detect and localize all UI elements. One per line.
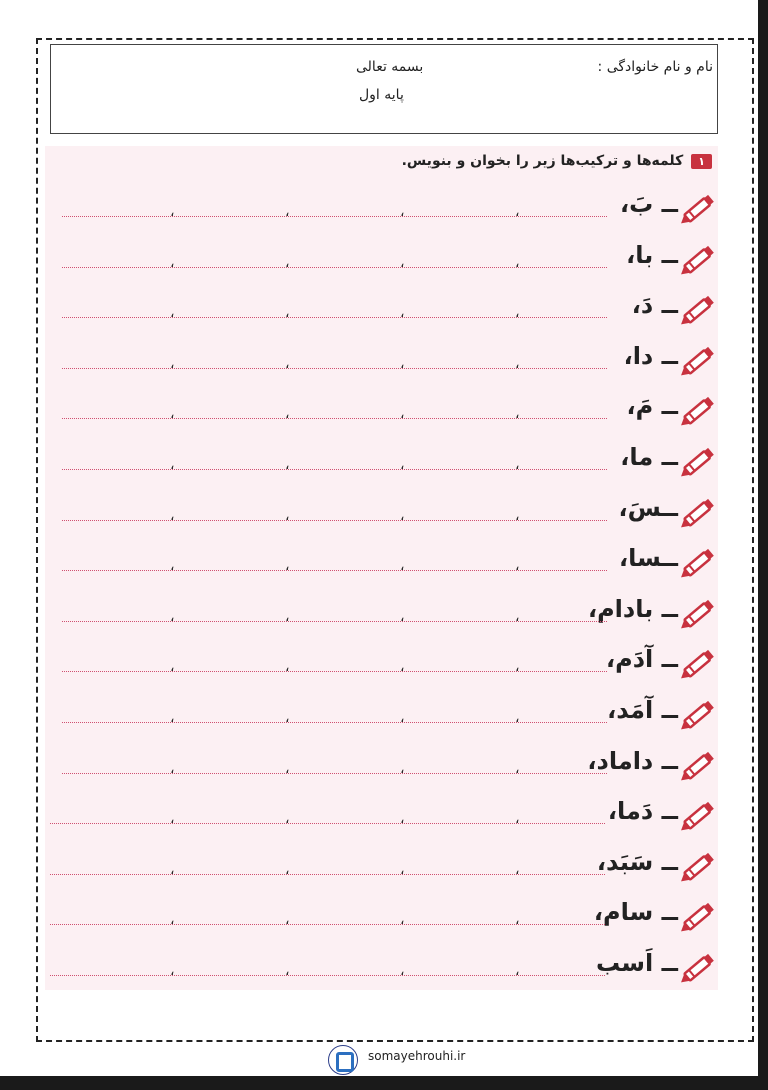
comma: ، <box>400 355 405 372</box>
comma: ، <box>515 406 520 423</box>
writing-line[interactable] <box>62 317 607 318</box>
pencil-icon <box>680 494 718 532</box>
comma: ، <box>400 710 405 726</box>
comma: ، <box>285 861 290 878</box>
comma: ، <box>515 861 520 878</box>
comma: ، <box>285 710 290 726</box>
comma: ، <box>285 457 290 473</box>
word-row <box>50 696 718 736</box>
writing-line[interactable] <box>50 823 605 824</box>
comma: ، <box>170 659 175 676</box>
pencil-icon <box>680 848 718 886</box>
pencil-icon <box>680 443 718 481</box>
word: ــ دا، <box>623 341 678 370</box>
site-logo <box>328 1045 358 1075</box>
comma: ، <box>170 963 175 979</box>
comma: ، <box>400 760 405 777</box>
pencil-icon <box>680 949 718 987</box>
writing-line[interactable] <box>62 216 607 217</box>
comma: ، <box>170 608 175 625</box>
comma: ، <box>170 305 175 322</box>
word: ــ دَ، <box>631 291 678 320</box>
comma: ، <box>170 912 175 929</box>
word: ــ داماد، <box>587 746 678 775</box>
pencil-icon <box>680 595 718 633</box>
comma: ، <box>400 659 405 676</box>
comma: ، <box>515 811 520 828</box>
comma: ، <box>285 811 290 828</box>
comma: ، <box>400 811 405 828</box>
comma: ، <box>170 254 175 271</box>
comma: ، <box>285 406 290 423</box>
word-row <box>50 949 718 989</box>
writing-line[interactable] <box>62 418 607 419</box>
word-row <box>50 848 718 888</box>
word: ــ آمَد، <box>607 696 678 724</box>
header-box <box>50 44 718 134</box>
writing-line[interactable] <box>62 267 607 268</box>
word: ــ اَسب <box>596 949 678 977</box>
word-row <box>50 645 718 685</box>
word: ــ آدَم، <box>605 645 678 674</box>
word-row <box>50 241 718 281</box>
comma: ، <box>400 254 405 271</box>
word: ــ سَبَد، <box>596 847 678 876</box>
word-row <box>50 595 718 635</box>
name-label: نام و نام خانوادگی : <box>597 59 713 75</box>
pencil-icon <box>680 898 718 936</box>
word-row <box>50 443 718 483</box>
bismillah: بسمه تعالی <box>356 59 424 75</box>
site-url: somayehrouhi.ir <box>368 1049 466 1063</box>
comma: ، <box>515 457 520 473</box>
writing-line[interactable] <box>62 773 607 774</box>
comma: ، <box>515 355 520 372</box>
comma: ، <box>170 204 175 220</box>
word-row <box>50 898 718 938</box>
pencil-icon <box>680 544 718 582</box>
word-row <box>50 190 718 230</box>
instruction <box>402 153 712 169</box>
pencil-icon <box>680 392 718 430</box>
word: ــ ما، <box>620 443 678 471</box>
pencil-icon <box>680 241 718 279</box>
writing-line[interactable] <box>62 671 607 672</box>
comma: ، <box>515 710 520 726</box>
pencil-icon <box>680 747 718 785</box>
right-edge <box>758 0 768 1090</box>
word-row <box>50 392 718 432</box>
word: ــسَ، <box>618 493 678 522</box>
comma: ، <box>400 507 405 524</box>
writing-line[interactable] <box>50 975 605 976</box>
comma: ، <box>515 963 520 979</box>
pencil-icon <box>680 291 718 329</box>
writing-line[interactable] <box>62 570 607 571</box>
writing-line[interactable] <box>62 621 607 622</box>
comma: ، <box>400 406 405 423</box>
comma: ، <box>515 659 520 676</box>
writing-line[interactable] <box>50 924 605 925</box>
comma: ، <box>285 760 290 777</box>
word-row <box>50 342 718 382</box>
pencil-icon <box>680 797 718 835</box>
word: ــ بَ، <box>620 190 678 218</box>
comma: ، <box>285 305 290 322</box>
writing-line[interactable] <box>62 722 607 723</box>
comma: ، <box>515 760 520 777</box>
comma: ، <box>170 406 175 423</box>
comma: ، <box>285 558 290 575</box>
word-row <box>50 291 718 331</box>
comma: ، <box>400 457 405 473</box>
comma: ، <box>285 254 290 271</box>
comma: ، <box>400 608 405 625</box>
comma: ، <box>400 558 405 575</box>
comma: ، <box>170 507 175 524</box>
comma: ، <box>285 204 290 220</box>
comma: ، <box>400 861 405 878</box>
comma: ، <box>285 507 290 524</box>
word-row <box>50 747 718 787</box>
comma: ، <box>515 204 520 220</box>
word: ــ بادام، <box>587 594 678 623</box>
grade: پایه اول <box>359 87 404 103</box>
comma: ، <box>170 558 175 575</box>
word: ــ مَ، <box>626 392 678 421</box>
comma: ، <box>515 305 520 322</box>
comma: ، <box>170 710 175 726</box>
pencil-icon <box>680 190 718 228</box>
word: ــ سام، <box>593 898 678 927</box>
comma: ، <box>400 963 405 979</box>
comma: ، <box>400 204 405 220</box>
comma: ، <box>170 861 175 878</box>
word: ــسا، <box>619 544 678 573</box>
comma: ، <box>285 608 290 625</box>
pencil-icon <box>680 342 718 380</box>
comma: ، <box>515 507 520 524</box>
word-row <box>50 544 718 584</box>
comma: ، <box>400 912 405 929</box>
comma: ، <box>170 457 175 473</box>
word-row <box>50 494 718 534</box>
question-number: ۱ <box>691 154 712 169</box>
writing-line[interactable] <box>62 520 607 521</box>
word-row <box>50 797 718 837</box>
comma: ، <box>285 355 290 372</box>
bottom-edge <box>0 1076 768 1090</box>
comma: ، <box>515 254 520 271</box>
writing-line[interactable] <box>50 874 605 875</box>
comma: ، <box>515 608 520 625</box>
word: ــ دَما، <box>607 797 678 826</box>
pencil-icon <box>680 645 718 683</box>
comma: ، <box>515 558 520 575</box>
comma: ، <box>285 659 290 676</box>
comma: ، <box>515 912 520 929</box>
writing-line[interactable] <box>62 469 607 470</box>
word: ــ با، <box>626 240 678 269</box>
instruction-text: کلمه‌ها و ترکیب‌ها زیر را بخوان و بنویس. <box>401 153 684 169</box>
pencil-icon <box>680 696 718 734</box>
comma: ، <box>400 305 405 322</box>
comma: ، <box>170 811 175 828</box>
comma: ، <box>285 912 290 929</box>
comma: ، <box>285 963 290 979</box>
writing-line[interactable] <box>62 368 607 369</box>
comma: ، <box>170 355 175 372</box>
comma: ، <box>170 760 175 777</box>
